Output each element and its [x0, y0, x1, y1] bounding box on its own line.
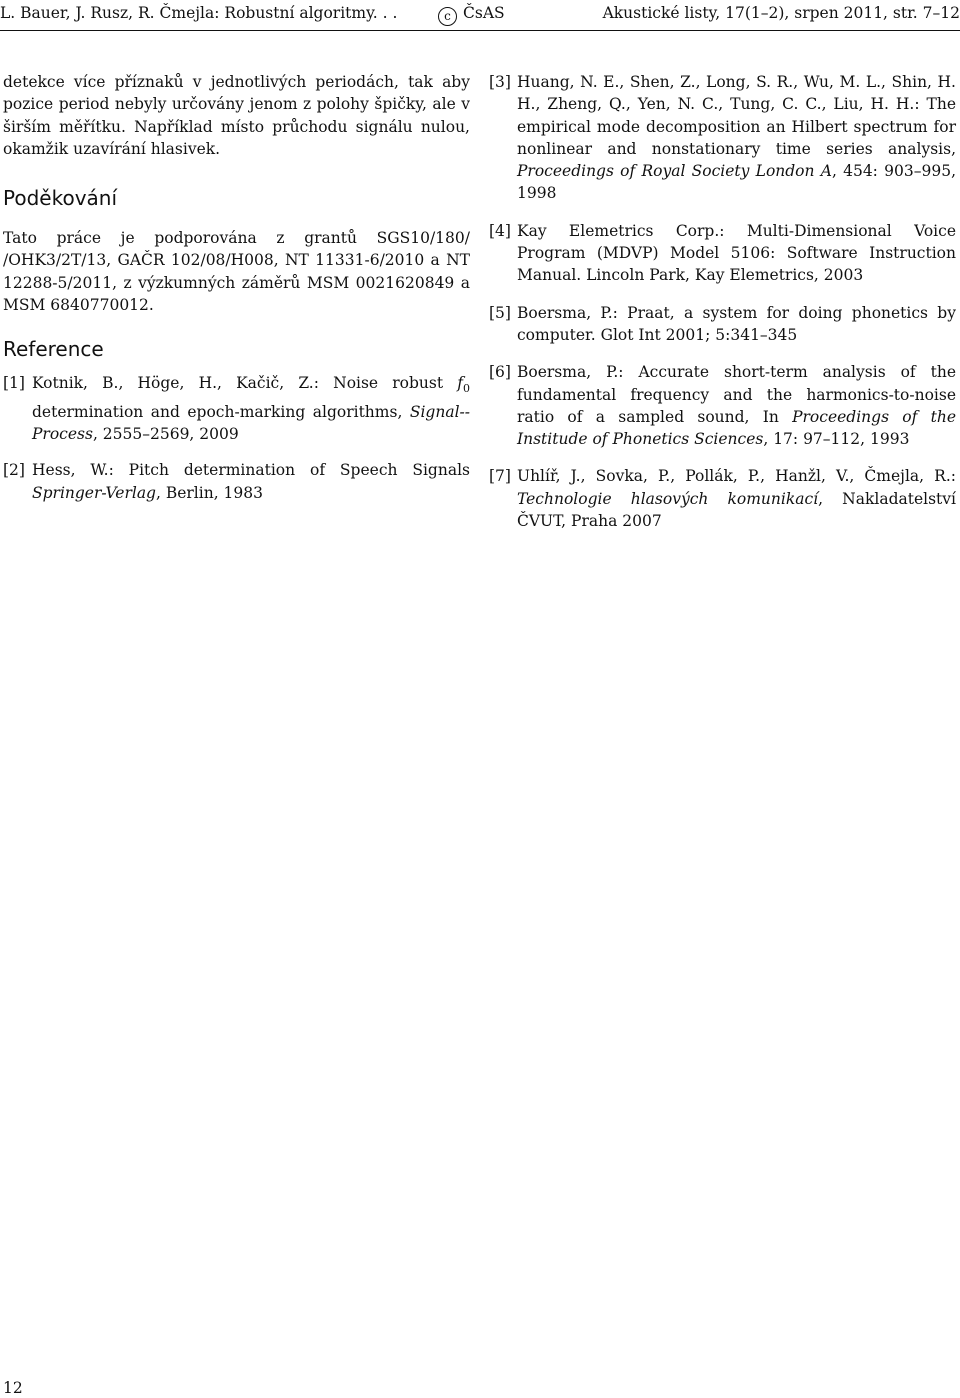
reference-body: : The empirical mode decomposition an Hilbert spectrum for nonlinear and nonstationary time series analysis, — [517, 95, 956, 158]
reference-body-b: determination and epoch-marking algorithms, — [32, 402, 410, 421]
reference-number: [1] — [3, 374, 25, 393]
reference-tail: , 17: 97–112, 1993 — [763, 430, 910, 449]
reference-venue: Proceedings of the Institude of Phonetics Sciences — [517, 407, 956, 449]
reference-text — [32, 372, 470, 445]
reference-number: [3] — [489, 73, 511, 91]
reference-item-1 — [3, 372, 470, 445]
acknowledgement-heading: Poděkování — [3, 186, 118, 211]
reference-authors: Kotnik, B., Höge, H., Kačič, Z. — [32, 374, 314, 393]
running-header — [0, 2, 960, 28]
f0-symbol: f — [457, 374, 463, 393]
reference-item-3 — [489, 71, 956, 205]
reference-authors: Hess, W. — [32, 461, 109, 480]
reference-text — [517, 465, 956, 532]
reference-tail: , Berlin, 1983 — [155, 483, 264, 502]
reference-text — [32, 459, 470, 504]
reference-item-4 — [489, 220, 956, 287]
reference-authors: Huang, N. E., Shen, Z., Long, S. R., Wu, M. L., Shin, H. H., Zheng, Q., Yen, N. C., Tung, C. C., Liu, H. H. — [517, 73, 956, 114]
reference-tail: , 454: 903–995, 1998 — [517, 162, 956, 203]
page-number: 12 — [3, 1379, 23, 1397]
reference-tail: , Nakladatelství ČVUT, Praha 2007 — [517, 489, 957, 531]
intro-paragraph: detekce více příznaků v jednotlivých periodách, tak aby pozice period nebyly určovány jenom z polohy špičky, ale v širším měřítku. Například místo průchodu signálu nulou, okamžik uzavírání hlasivek. — [3, 73, 470, 158]
reference-item-5 — [489, 302, 956, 347]
reference-text — [517, 71, 956, 205]
reference-number: [4] — [489, 221, 511, 240]
reference-tail: , 2555–2569, 2009 — [92, 425, 239, 444]
references-heading: Reference — [3, 337, 104, 362]
reference-venue: Technologie hlasových komunikací — [517, 489, 819, 508]
reference-number: [5] — [489, 303, 511, 322]
right-column — [489, 71, 956, 547]
reference-number: [7] — [489, 467, 511, 486]
reference-body: : Pitch determination of Speech Signals — [108, 461, 470, 480]
header-authors-title: L. Bauer, J. Rusz, R. Čmejla: Robustní algoritmy. . . — [0, 4, 398, 22]
reference-authors: Kay Elemetrics Corp. — [517, 221, 720, 240]
header-rule — [0, 30, 960, 31]
reference-number: [2] — [3, 461, 25, 480]
reference-text — [517, 361, 956, 450]
header-journal: Akustické listy, 17(1–2), srpen 2011, str. 7–12 — [602, 4, 960, 22]
reference-item-6 — [489, 361, 956, 450]
reference-venue: Proceedings of Royal Society London A — [517, 162, 832, 181]
reference-body: : Praat, a system for doing phonetics by computer. Glot Int 2001; 5:341–345 — [517, 303, 956, 344]
reference-body: : Multi-Dimensional Voice Program (MDVP) Model 5106: Software Instruction Manual. Lincoln Park, Kay Elemetrics, 2003 — [517, 221, 956, 285]
reference-body: : Accurate short-term analysis of the fundamental frequency and the harmonics-to-noise ratio of a sampled sound, In — [517, 363, 956, 426]
acknowledgement-paragraph: Tato práce je podporována z grantů SGS10/180/ /OHK3/2T/13, GAČR 102/08/H008, NT 11331-6/2010 a NT 12288-5/2011, z výzkumných záměrů MSM 0021620849 a MSM 6840770012. — [3, 229, 470, 315]
reference-body: : — [950, 467, 956, 486]
reference-item-7 — [489, 465, 956, 532]
reference-venue: Signal--Process — [32, 402, 470, 444]
header-publisher — [438, 2, 505, 26]
left-column — [3, 71, 470, 518]
reference-venue: Springer-Verlag — [32, 483, 156, 502]
reference-text — [517, 220, 956, 287]
reference-authors: Boersma, P. — [517, 303, 613, 322]
reference-number: [6] — [489, 363, 511, 382]
reference-authors: Boersma, P. — [517, 363, 619, 382]
header-publisher-name: ČsAS — [463, 4, 505, 22]
reference-item-2 — [3, 459, 470, 504]
reference-authors: Uhlíř, J., Sovka, P., Pollák, P., Hanžl, V., Čmejla, R. — [517, 467, 951, 486]
copyright-symbol: c — [438, 7, 457, 26]
f0-subscript: 0 — [463, 382, 470, 396]
reference-text — [517, 302, 956, 347]
reference-list-right — [489, 71, 956, 532]
reference-list-left — [3, 372, 470, 504]
reference-body-a: : Noise robust — [313, 374, 458, 393]
